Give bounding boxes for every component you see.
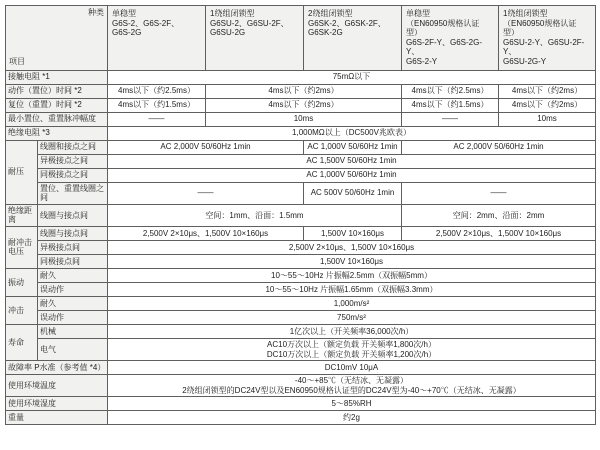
spec-cell: 1亿次以上（开关频率36,000次/h） <box>108 324 596 338</box>
row-label: 动作（置位）时间 *2 <box>6 84 108 98</box>
sub-label: 线圈和接点之间 <box>38 140 108 154</box>
table-row <box>6 140 596 154</box>
spec-cell: 1,500V 10×160μs <box>304 226 402 240</box>
table-row <box>6 324 596 338</box>
spec-cell: 1,500V 10×160μs <box>108 254 596 268</box>
table-row <box>6 70 596 84</box>
spec-cell: —— <box>108 182 304 204</box>
spec-cell: 4ms以下（约2.5ms） <box>108 84 206 98</box>
spec-cell: 约2g <box>108 411 596 425</box>
table-row <box>6 126 596 140</box>
table-row <box>6 154 596 168</box>
spec-cell: 4ms以下（约2ms） <box>499 98 596 112</box>
spec-cell: DC10mV 10μA <box>108 361 596 375</box>
spec-cell: AC 500V 50/60Hz 1min <box>304 182 402 204</box>
spec-cell: 4ms以下（约2ms） <box>499 84 596 98</box>
row-label: 复位（重置）时间 *2 <box>6 98 108 112</box>
corner-cell <box>6 6 108 71</box>
sub-label: 同极接点间 <box>38 254 108 268</box>
spec-cell: 10ms <box>499 112 596 126</box>
table-row <box>6 411 596 425</box>
table-row <box>6 98 596 112</box>
table-row <box>6 361 596 375</box>
table-row <box>6 397 596 411</box>
table-row <box>6 112 596 126</box>
spec-table-header <box>6 6 596 71</box>
spec-cell: AC 2,000V 50/60Hz 1min <box>108 140 304 154</box>
sub-label: 误动作 <box>38 282 108 296</box>
column-header-3: 2绕组闭锁型 G6SK-2、G6SK-2F、 G6SK-2G <box>304 6 402 71</box>
sub-label: 同极接点之间 <box>38 168 108 182</box>
row-label: 使用环境温度 <box>6 375 108 397</box>
spec-cell: 4ms以下（约2.5ms） <box>402 84 499 98</box>
table-row <box>6 84 596 98</box>
spec-cell: 10ms <box>206 112 402 126</box>
table-row <box>6 182 596 204</box>
group-label: 寿命 <box>6 324 38 360</box>
spec-cell: 4ms以下（约1.5ms） <box>108 98 206 112</box>
spec-cell: -40～+85℃（无结冰、无凝露） 2绕组闭锁型的DC24V型以及EN60950规格认证型的DC24V型为-40～+70℃（无结冰、无凝露） <box>108 375 596 397</box>
sub-label: 线圈与接点间 <box>38 204 108 226</box>
spec-cell: —— <box>108 112 206 126</box>
spec-cell: 5～85%RH <box>108 397 596 411</box>
group-label: 冲击 <box>6 296 38 324</box>
spec-cell: 4ms以下（约2ms） <box>206 98 402 112</box>
spec-cell: 10～55～10Hz 片振幅2.5mm（双振幅5mm） <box>108 268 596 282</box>
sub-label: 机械 <box>38 324 108 338</box>
sub-label: 异极接点间 <box>38 240 108 254</box>
column-header-4: 单稳型 （EN60950规格认证型） G6S-2F-Y、G6S-2G-Y、 G6S-2-Y <box>402 6 499 71</box>
table-row <box>6 168 596 182</box>
spec-cell: AC 1,500V 50/60Hz 1min <box>108 154 596 168</box>
spec-cell: AC 2,000V 50/60Hz 1min <box>402 140 596 154</box>
sub-label: 耐久 <box>38 296 108 310</box>
spec-cell: 1,000m/s² <box>108 296 596 310</box>
spec-cell: 1,000MΩ以上（DC500V兆欧表） <box>108 126 596 140</box>
corner-item-label: 项目 <box>9 56 25 66</box>
column-header-2: 1绕组闭锁型 G6SU-2、G6SU-2F、 G6SU-2G <box>206 6 304 71</box>
group-label: 耐冲击电压 <box>6 226 38 268</box>
row-label: 使用环境湿度 <box>6 397 108 411</box>
row-label: 接触电阻 *1 <box>6 70 108 84</box>
table-row <box>6 338 596 360</box>
row-label: 绝缘电阻 *3 <box>6 126 108 140</box>
table-row <box>6 268 596 282</box>
spec-cell: 4ms以下（约2ms） <box>206 84 402 98</box>
spec-cell: 750m/s² <box>108 310 596 324</box>
spec-cell: 空间：1mm、沿面：1.5mm <box>108 204 402 226</box>
row-label: 重量 <box>6 411 108 425</box>
sub-label: 置位、重置线圈之间 <box>38 182 108 204</box>
table-row <box>6 204 596 226</box>
spec-cell: AC 1,000V 50/60Hz 1min <box>108 168 596 182</box>
spec-table <box>5 5 596 425</box>
group-label: 振动 <box>6 268 38 296</box>
spec-cell: 75mΩ以下 <box>108 70 596 84</box>
spec-cell: 2,500V 2×10μs、1,500V 10×160μs <box>402 226 596 240</box>
sub-label: 误动作 <box>38 310 108 324</box>
table-row <box>6 226 596 240</box>
table-row <box>6 240 596 254</box>
column-header-1: 单稳型 G6S-2、G6S-2F、 G6S-2G <box>108 6 206 71</box>
group-label: 耐压 <box>6 140 38 204</box>
spec-cell: 4ms以下（约1.5ms） <box>402 98 499 112</box>
spec-cell: AC10万次以上（额定负载 开关频率1,800次/h） DC10万次以上（额定负载 开关频率1,200次/h） <box>108 338 596 360</box>
table-row <box>6 310 596 324</box>
spec-cell: —— <box>402 112 499 126</box>
row-label: 故障率 P水准（参考值 *4） <box>6 361 108 375</box>
sub-label: 电气 <box>38 338 108 360</box>
spec-cell: —— <box>402 182 596 204</box>
spec-cell: AC 1,000V 50/60Hz 1min <box>304 140 402 154</box>
spec-cell: 10～55～10Hz 片振幅1.65mm（双振幅3.3mm） <box>108 282 596 296</box>
spec-cell: 2,500V 2×10μs、1,500V 10×160μs <box>108 240 596 254</box>
row-label: 最小置位、重置脉冲幅度 <box>6 112 108 126</box>
sub-label: 耐久 <box>38 268 108 282</box>
sub-label: 线圈与接点间 <box>38 226 108 240</box>
spec-cell: 2,500V 2×10μs、1,500V 10×160μs <box>108 226 304 240</box>
table-row <box>6 296 596 310</box>
column-header-5: 1绕组闭锁型 （EN60950规格认证型） G6SU-2-Y、G6SU-2F-Y、 G6SU-2G-Y <box>499 6 596 71</box>
spec-cell: 空间：2mm、沿面：2mm <box>402 204 596 226</box>
sub-label: 异极接点之间 <box>38 154 108 168</box>
table-row <box>6 254 596 268</box>
table-row <box>6 375 596 397</box>
table-row <box>6 282 596 296</box>
corner-type-label: 种类 <box>88 8 104 17</box>
group-label: 绝缘距离 <box>6 204 38 226</box>
spec-table-body <box>6 70 596 425</box>
